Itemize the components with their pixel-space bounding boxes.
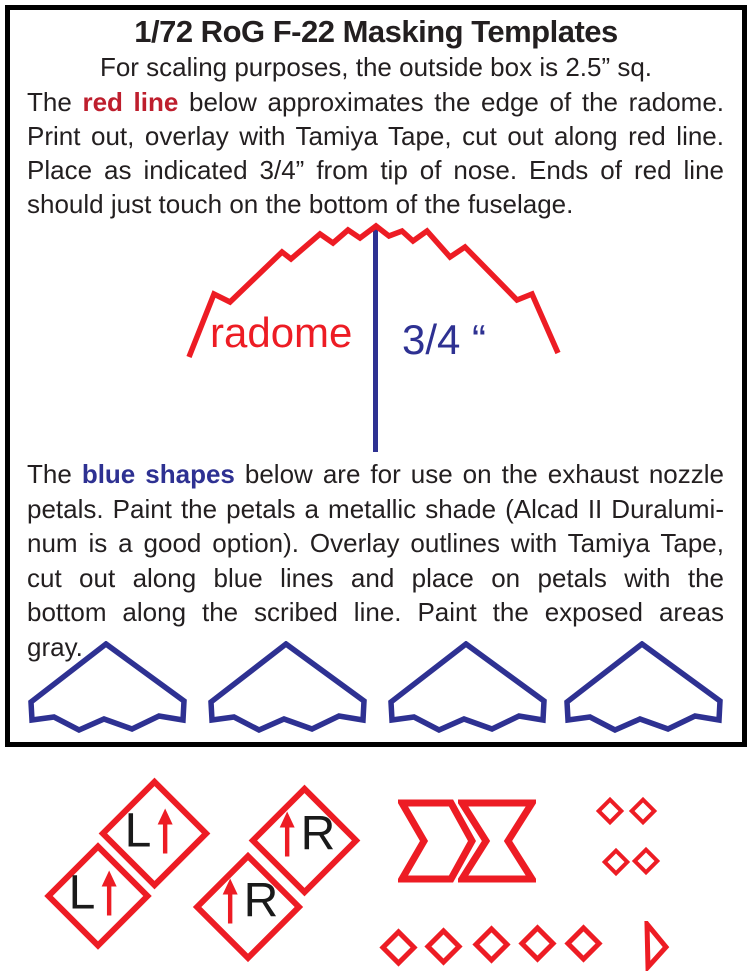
hourglass-outline <box>462 803 532 879</box>
nozzle-petal-template-1 <box>28 641 187 733</box>
diamond-template <box>472 925 510 963</box>
right-letter: R <box>243 874 279 928</box>
blue-shapes-emphasis: blue shapes <box>81 459 235 489</box>
small-diamond-template <box>596 797 624 825</box>
small-diamond-template <box>629 797 657 825</box>
radome-instructions <box>27 85 724 221</box>
hourglass-template <box>458 799 536 883</box>
diamond-template <box>424 927 462 965</box>
petal-outline <box>211 644 364 730</box>
petal-outline <box>31 644 184 730</box>
up-arrow-icon <box>100 870 117 916</box>
right-template-label-lower <box>222 874 279 929</box>
radome-instructions-line2: Print out, overlay with Tamiya Tape, cut out along red line. <box>27 121 724 151</box>
triangle-template <box>644 921 670 971</box>
petal-outline <box>391 644 544 730</box>
left-template-label-upper <box>125 804 174 859</box>
up-arrow-icon <box>156 808 173 854</box>
radome-instructions-line4: should just touch on the bottom of the fuselage. <box>27 189 574 219</box>
scaling-box <box>5 5 747 747</box>
para1-line1-suffix: below approximates the edge of the radome. <box>178 87 725 117</box>
right-letter: R <box>300 807 336 861</box>
left-letter: L <box>68 866 96 920</box>
radome-instructions-line1 <box>27 85 724 119</box>
red-line-emphasis: red line <box>82 87 179 117</box>
nozzle-instructions-line3: num is a good option). Overlay outlines with Tamiya Tape, <box>27 528 724 558</box>
diamond-template <box>564 924 602 962</box>
small-diamond-template <box>632 847 660 875</box>
nozzle-instructions-line1 <box>27 457 724 492</box>
para2-line1-suffix: below are for use on the exhaust nozzle <box>234 459 724 489</box>
nozzle-instructions <box>27 457 724 664</box>
radome-label: radome <box>210 309 353 356</box>
scaling-note: For scaling purposes, the outside box is 2.5” sq. <box>99 52 653 82</box>
petal-outline <box>567 644 720 730</box>
triangle-outline <box>647 924 666 967</box>
right-template-label-upper <box>279 807 336 862</box>
para2-line1-prefix: The <box>27 459 82 489</box>
para1-line1-prefix: The <box>27 87 83 117</box>
nozzle-instructions-line4: cut out along blue lines and place on petals with the <box>27 562 724 593</box>
up-arrow-icon <box>279 811 296 857</box>
nozzle-petal-template-2 <box>208 641 367 733</box>
small-diamond-template <box>602 848 630 876</box>
diamond-template <box>379 928 417 966</box>
up-arrow-icon <box>222 878 239 924</box>
nozzle-petal-template-3 <box>388 641 547 733</box>
nozzle-instructions-line2: petals. Paint the petals a metallic shade (Alcad II Duralumi- <box>27 493 724 524</box>
nozzle-instructions-line6: gray. <box>27 631 83 662</box>
sheet-title: 1/72 RoG F-22 Masking Templates <box>134 14 618 49</box>
nozzle-petal-template-4 <box>564 641 723 733</box>
left-template-label-lower <box>69 866 118 921</box>
left-letter: L <box>124 804 152 858</box>
nozzle-instructions-line5: bottom along the scribed line. Paint the exposed areas <box>27 597 724 627</box>
diamond-template <box>518 924 556 962</box>
nose-distance-label: 3/4 “ <box>402 316 487 363</box>
radome-instructions-line3: Place as indicated 3/4” from tip of nose. Ends of red line <box>27 155 724 185</box>
